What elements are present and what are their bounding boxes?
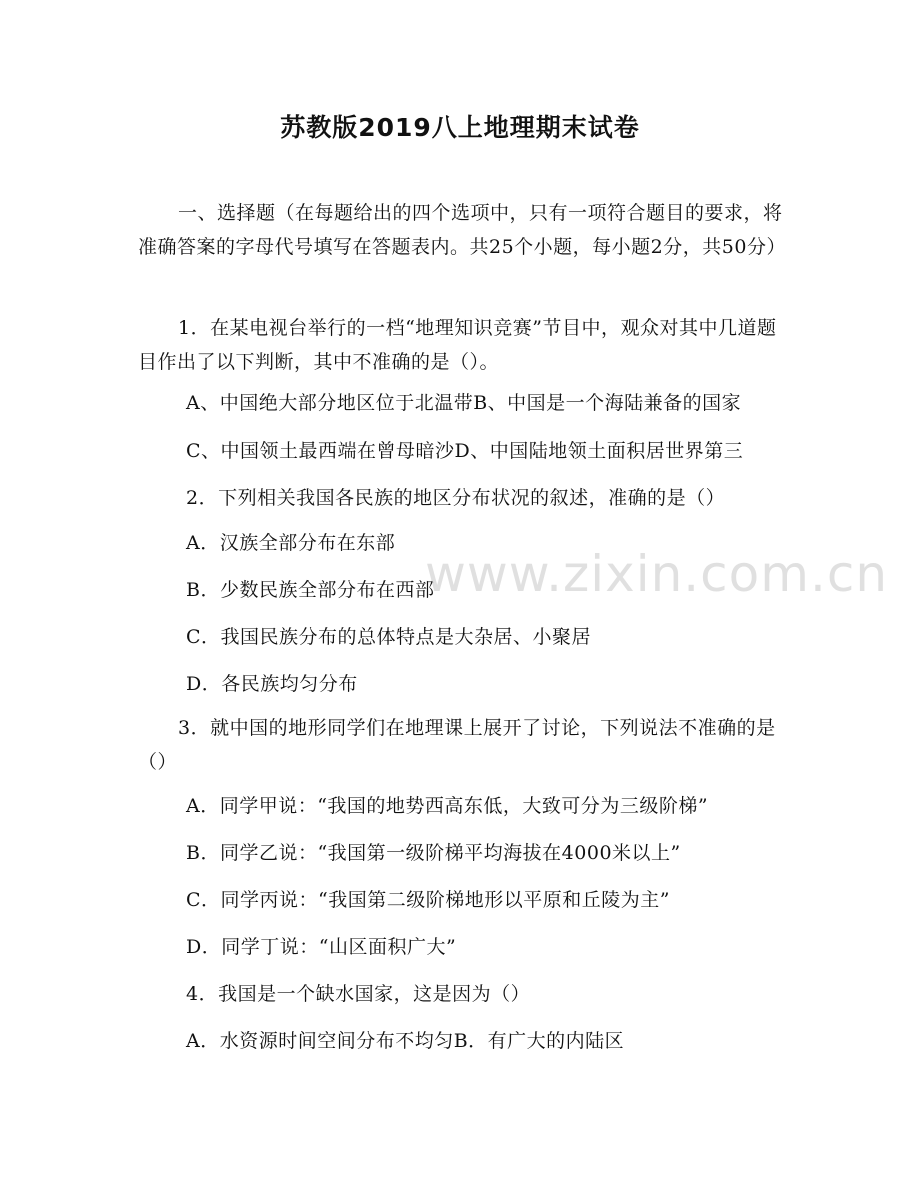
question-3-option-b: B．同学乙说：“我国第一级阶梯平均海拔在4000米以上” <box>186 842 681 864</box>
question-4-stem: 4．我国是一个缺水国家，这是因为（） <box>186 983 531 1005</box>
section-intro: 一、选择题（在每题给出的四个选项中，只有一项符合题目的要求，将准确答案的字母代号填写在答题表内。共25个小题，每小题2分，共50分） <box>138 202 786 258</box>
question-2-option-b: B．少数民族全部分布在西部 <box>186 579 435 601</box>
question-2-option-d: D．各民族均匀分布 <box>186 673 358 695</box>
question-3-option-c: C．同学丙说：“我国第二级阶梯地形以平原和丘陵为主” <box>186 889 670 911</box>
question-3-option-a: A．同学甲说：“我国的地势西高东低，大致可分为三级阶梯” <box>186 795 709 817</box>
question-4-options-ab: A．水资源时间空间分布不均匀B．有广大的内陆区 <box>186 1030 625 1052</box>
question-2-option-a: A．汉族全部分布在东部 <box>186 532 396 554</box>
question-1-options-cd: C、中国领土最西端在曾母暗沙D、中国陆地领土面积居世界第三 <box>186 440 744 462</box>
question-1-stem: 1．在某电视台举行的一档“地理知识竞赛”节目中，观众对其中几道题目作出了以下判断，其中不准确的是（）。 <box>138 317 777 373</box>
page-title: 苏教版2019八上地理期末试卷 <box>280 113 640 142</box>
question-2-option-c: C．我国民族分布的总体特点是大杂居、小聚居 <box>186 626 592 648</box>
question-3-stem: 3．就中国的地形同学们在地理课上展开了讨论，下列说法不准确的是（） <box>138 717 776 773</box>
question-1-options-ab: A、中国绝大部分地区位于北温带B、中国是一个海陆兼备的国家 <box>186 392 742 414</box>
watermark: www.zixin.com.cn <box>425 545 889 603</box>
question-2-stem: 2．下列相关我国各民族的地区分布状况的叙述，准确的是（） <box>186 487 726 509</box>
question-3-option-d: D．同学丁说：“山区面积广大” <box>186 936 457 958</box>
